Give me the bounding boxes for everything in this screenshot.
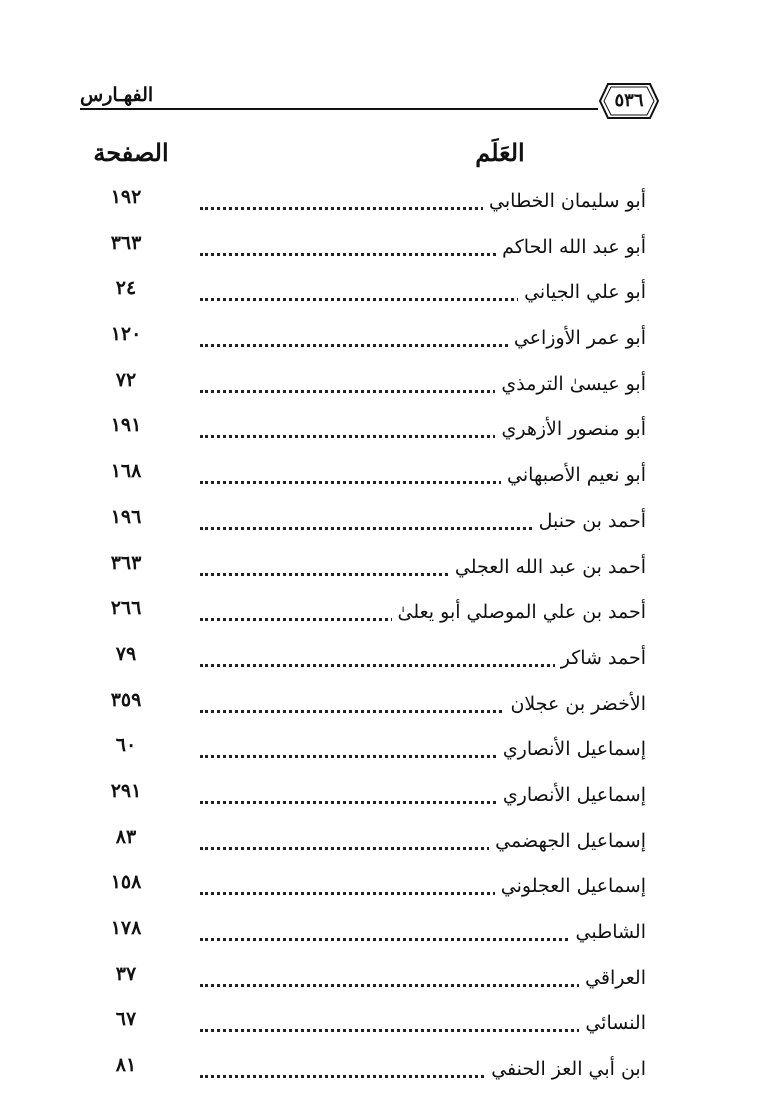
index-entry xyxy=(96,955,656,1001)
entry-name: العراقي xyxy=(579,967,646,989)
entry-name: أبو سليمان الخطابي xyxy=(483,190,646,212)
entry-page: ٣٦٣ xyxy=(110,231,142,254)
entry-name: أبو منصور الأزهري xyxy=(495,418,646,440)
header-rule xyxy=(80,108,598,110)
entry-page: ٦٠ xyxy=(115,734,137,757)
index-entry xyxy=(96,589,656,635)
index-entry xyxy=(96,224,656,270)
index-entry xyxy=(96,178,656,224)
entry-name: إسماعيل الأنصاري xyxy=(497,784,646,806)
running-header xyxy=(80,78,660,122)
index-entry xyxy=(96,1046,656,1092)
index-entry xyxy=(96,452,656,498)
entry-page: ٢٩١ xyxy=(110,779,142,802)
index-entry xyxy=(96,772,656,818)
index-entry xyxy=(96,863,656,909)
index-entry xyxy=(96,498,656,544)
entry-page: ١٧٨ xyxy=(110,917,142,939)
entry-name: أحمد شاكر xyxy=(555,647,646,669)
entry-name: أبو عيسىٰ الترمذي xyxy=(495,373,646,395)
entry-page: ٧٢ xyxy=(115,368,137,391)
entry-name: أبو عبد الله الحاكم xyxy=(496,236,646,258)
entry-page: ٢٦٦ xyxy=(110,597,142,620)
entry-name: ابن أبي العز الحنفي xyxy=(485,1058,646,1080)
page-number: ٥٣٦ xyxy=(614,90,644,111)
index-entry xyxy=(96,909,656,955)
entry-page: ٣٧ xyxy=(115,962,137,985)
entry-page: ١٢٠ xyxy=(110,323,142,346)
index-entry xyxy=(96,681,656,727)
entry-name: الشاطبي xyxy=(570,921,647,943)
entry-page: ١٩٢ xyxy=(110,186,142,208)
entry-name: أبو نعيم الأصبهاني xyxy=(501,464,646,486)
entry-name: إسماعيل الجهضمي xyxy=(489,830,646,852)
index-entry xyxy=(96,1000,656,1046)
name-column-heading: العَلَم xyxy=(475,138,525,167)
entry-page: ١٩١ xyxy=(110,414,142,437)
entry-page: ٣٦٣ xyxy=(110,551,142,574)
page-number-badge xyxy=(598,82,660,120)
page-column-heading: الصفحة xyxy=(93,138,169,167)
entry-name: النسائي xyxy=(579,1012,646,1034)
entry-name: أحمد بن عبد الله العجلي xyxy=(449,556,646,578)
entry-page: ٨١ xyxy=(115,1054,137,1077)
index-entry xyxy=(96,544,656,590)
entry-page: ٧٩ xyxy=(115,642,137,665)
entry-page: ٣٥٩ xyxy=(110,688,142,711)
entry-name: أحمد بن حنبل xyxy=(533,510,646,532)
index-entry xyxy=(96,818,656,864)
entry-page: ١٦٨ xyxy=(110,460,142,483)
entry-name: أحمد بن علي الموصلي أبو يعلىٰ xyxy=(392,601,646,623)
entry-name: أبو علي الجياني xyxy=(518,281,646,303)
section-title: الفهـارس xyxy=(80,84,154,106)
index-entry xyxy=(96,361,656,407)
entry-page: ١٥٨ xyxy=(110,871,142,894)
index-entry xyxy=(96,269,656,315)
entry-page: ٨٣ xyxy=(115,825,137,848)
entry-page: ١٩٦ xyxy=(110,505,142,528)
index-entry xyxy=(96,406,656,452)
entry-name: إسماعيل الأنصاري xyxy=(497,738,646,760)
entry-page: ٦٧ xyxy=(115,1008,137,1031)
entry-name: إسماعيل العجلوني xyxy=(495,875,646,897)
index-entry xyxy=(96,726,656,772)
entry-name: أبو عمر الأوزاعي xyxy=(508,327,646,349)
entry-page: ٢٤ xyxy=(115,277,137,300)
index-entries xyxy=(96,178,656,1092)
index-entry xyxy=(96,635,656,681)
index-entry xyxy=(96,315,656,361)
entry-name: الأخضر بن عجلان xyxy=(504,693,646,715)
